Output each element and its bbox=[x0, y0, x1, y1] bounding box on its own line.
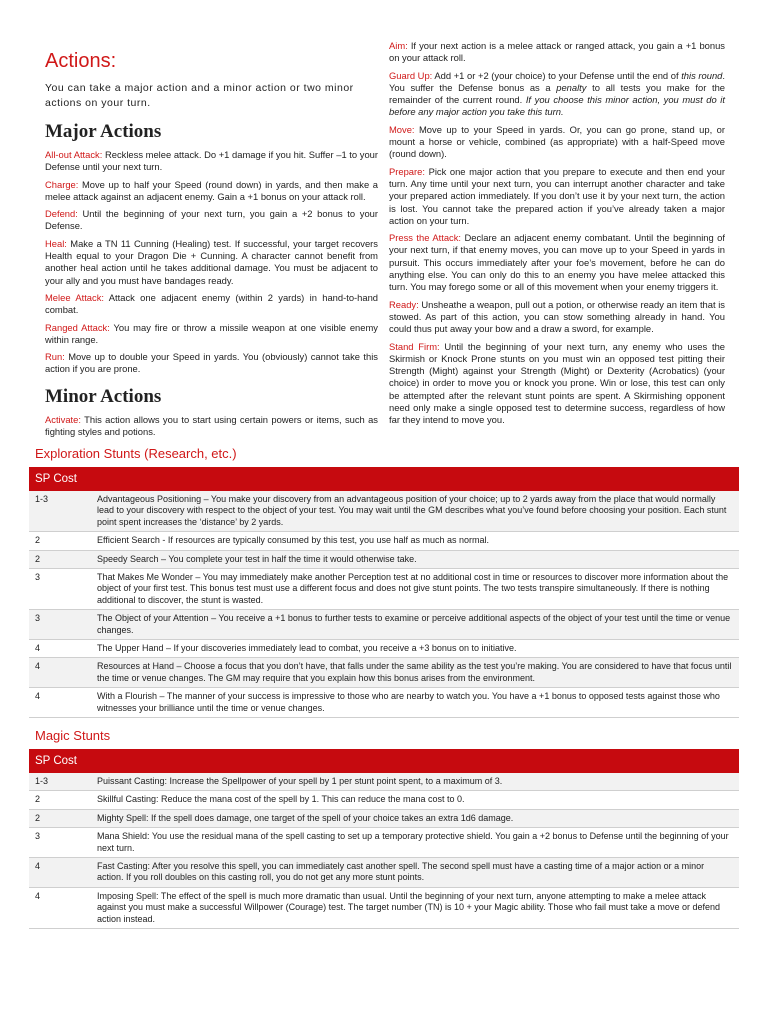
stunt-cost: 4 bbox=[29, 688, 91, 718]
action-term: Guard Up: bbox=[389, 69, 433, 81]
action-entry bbox=[45, 179, 378, 204]
action-entry bbox=[45, 292, 378, 317]
magic-stunts-table bbox=[29, 749, 739, 929]
action-entry bbox=[389, 124, 725, 161]
stunt-description: Resources at Hand – Choose a focus that you don’t have, that falls under the same ability as the test you’re making. You are considered to have that focus until the time or venue changes. The GM may require that you explain how this bonus arises from the environment. bbox=[91, 658, 739, 688]
major-actions-list bbox=[45, 149, 378, 376]
stunt-cost: 2 bbox=[29, 550, 91, 568]
action-text: You may fire or throw a missile weapon at one visible enemy within range. bbox=[45, 321, 378, 345]
stunt-cost: 2 bbox=[29, 809, 91, 827]
action-term: Charge: bbox=[45, 178, 79, 190]
stunt-row bbox=[29, 887, 739, 928]
stunt-description: Advantageous Positioning – You make your discovery from an advantageous position of your choice; up to 2 yards away from the place that would normally lead to your discovery with respect to the object of your test. You may wait until the GM describes what you’ve found before choosing your position. Each stunt point spent increases the ‘distance’ by 2 yards. bbox=[91, 491, 739, 532]
minor-actions-heading: Minor Actions bbox=[45, 385, 162, 407]
action-term: All-out Attack: bbox=[45, 149, 103, 160]
actions-title: Actions: bbox=[45, 50, 117, 72]
action-term: Stand Firm: bbox=[389, 340, 440, 352]
stunt-description: Skillful Casting: Reduce the mana cost of the spell by 1. This can reduce the mana cost to 0. bbox=[91, 791, 739, 809]
stunt-description: Efficient Search - If resources are typically consumed by this test, you use half as much as normal. bbox=[91, 532, 739, 550]
action-term: Move: bbox=[389, 123, 415, 135]
stunt-cost: 4 bbox=[29, 640, 91, 658]
stunt-cost: 1-3 bbox=[29, 491, 91, 532]
stunt-cost: 4 bbox=[29, 858, 91, 888]
action-entry bbox=[45, 414, 378, 439]
stunt-description: Speedy Search – You complete your test in half the time it would otherwise take. bbox=[91, 550, 739, 568]
action-text: Move up to your Speed in yards. Or, you can go prone, stand up, or mount a horse or vehicle, combined (as appropriate) with a half-Speed move (round down). bbox=[389, 123, 725, 160]
stunt-row bbox=[29, 809, 739, 827]
stunt-cost: 1-3 bbox=[29, 773, 91, 791]
action-term: Melee Attack: bbox=[45, 291, 104, 303]
action-term: Run: bbox=[45, 351, 65, 363]
action-entry bbox=[389, 166, 725, 227]
action-entry bbox=[45, 208, 378, 233]
stunt-cost: 4 bbox=[29, 887, 91, 928]
action-text: Until the beginning of your next turn, you gain a +2 bonus to your Defense. bbox=[45, 208, 378, 232]
actions-left-column bbox=[45, 40, 378, 443]
action-entry bbox=[45, 322, 378, 347]
action-text: Until the beginning of your next turn, any enemy who uses the Skirmish or Knock Prone stunts on you must win an opposed test pitting their Strength (Might) against your Strength (Might) or Dexterity (Acrobatics) (your choice) in order to move you or knock you prone. Win or lose, this test can only be attempted after the relevant stunt points are spent. A Skirmishing opponent need only make a single opposed test to determine success, regardless of how far they intend to move you. bbox=[389, 340, 725, 426]
action-term: Activate: bbox=[45, 413, 81, 425]
magic-sp-cost-header: SP Cost bbox=[29, 749, 739, 773]
minor-actions-list-right bbox=[389, 124, 725, 427]
actions-right-column bbox=[389, 40, 725, 432]
action-text: This action allows you to start using certain powers or items, such as fighting styles and potions. bbox=[45, 413, 378, 438]
stunt-row bbox=[29, 791, 739, 809]
action-term: Ranged Attack: bbox=[45, 321, 110, 333]
actions-section bbox=[45, 40, 725, 445]
action-entry-guard-up bbox=[389, 70, 725, 119]
stunt-row bbox=[29, 773, 739, 791]
stunt-description: With a Flourish – The manner of your success is impressive to those who are nearby to watch you. You have a +1 bonus to opposed tests against those who witnesses your brilliance until the time or venue changes. bbox=[91, 688, 739, 718]
stunt-description: Puissant Casting: Increase the Spellpower of your spell by 1 per stunt point spent, to a maximum of 3. bbox=[91, 773, 739, 791]
action-term: Ready: bbox=[389, 298, 419, 310]
action-entry bbox=[389, 299, 725, 336]
magic-stunts-title: Magic Stunts bbox=[35, 728, 111, 743]
action-text: . You suffer the Defense bonus as a bbox=[389, 69, 726, 93]
stunt-row bbox=[29, 532, 739, 550]
stunt-row bbox=[29, 640, 739, 658]
stunt-cost: 2 bbox=[29, 532, 91, 550]
stunt-description: Mana Shield: You use the residual mana of the spell casting to set up a temporary protective shield. You gain a +2 bonus to Defense until the beginning of your next turn. bbox=[91, 828, 739, 858]
action-text: Pick one major action that you prepare to execute and then end your turn. Any time until your next turn, you can interrupt another character and take your prepared action immediately. If you don’t use it by your next turn, the action is lost. You cannot take the prepared action if you’ve already taken a major action on your turn. bbox=[389, 165, 725, 226]
action-entry bbox=[45, 149, 378, 174]
stunt-cost: 3 bbox=[29, 569, 91, 610]
stunt-row bbox=[29, 688, 739, 718]
stunt-description: Imposing Spell: The effect of the spell is much more dramatic than usual. Until the beginning of your next turn, anyone attempting to make a melee attack against you must make a successful Willpower (Courage) test. The target number (TN) is 10 + your Magic ability. Those who fail must take a move or defend action instead. bbox=[91, 887, 739, 928]
action-text-emphasis: penalty bbox=[556, 81, 587, 93]
exploration-sp-cost-header: SP Cost bbox=[29, 467, 739, 491]
action-term: Heal: bbox=[45, 237, 67, 249]
stunt-description: The Upper Hand – If your discoveries immediately lead to combat, you receive a +3 bonus on to initiative. bbox=[91, 640, 739, 658]
stunt-cost: 3 bbox=[29, 828, 91, 858]
action-entry bbox=[45, 351, 378, 376]
action-text: Move up to half your Speed (round down) in yards, and then make a melee attack against an adjacent enemy. Gain a +1 bonus on your attack roll. bbox=[45, 178, 378, 202]
stunt-row bbox=[29, 491, 739, 532]
action-term: Press the Attack: bbox=[389, 232, 462, 244]
action-text: If your next action is a melee attack or ranged attack, you gain a +1 bonus on your attack roll. bbox=[389, 40, 725, 64]
stunt-row bbox=[29, 828, 739, 858]
stunt-description: The Object of your Attention – You receive a +1 bonus to further tests to examine or perceive additional aspects of the object of your test until the time or venue changes. bbox=[91, 610, 739, 640]
action-text: Unsheathe a weapon, pull out a potion, or otherwise ready an item that is stowed. As part of this action, you can stow something already in hand. You could thus put away your bow and a draw a sword, for example. bbox=[389, 298, 725, 335]
exploration-stunts-title: Exploration Stunts (Research, etc.) bbox=[35, 446, 237, 461]
action-text: Reckless melee attack. Do +1 damage if you hit. Suffer –1 to your Defense until your next turn. bbox=[45, 149, 378, 173]
stunt-cost: 4 bbox=[29, 658, 91, 688]
action-text: Add +1 or +2 (your choice) to your Defense until the end of bbox=[432, 69, 682, 81]
action-term: Aim: bbox=[389, 40, 408, 51]
major-actions-heading: Major Actions bbox=[45, 121, 162, 142]
stunt-description: Fast Casting: After you resolve this spell, you can immediately cast another spell. The second spell must have a casting time of a major action or a minor action. If you roll doubles on this casting roll, you do not get any more stunt points. bbox=[91, 858, 739, 888]
action-text: Declare an adjacent enemy combatant. Until the beginning of your next turn, if that enemy moves, you can move up to your Speed in yards in pursuit. This occurs immediately after your foe’s movement, before he can do anything else. You can only do this to an enemy you have melee attacked this turn. You may forego some or all of this movement when your enemy triggers it. bbox=[389, 232, 725, 293]
action-entry bbox=[45, 238, 378, 287]
actions-intro: You can take a major action and a minor action or two minor actions on your turn. bbox=[45, 82, 354, 109]
stunt-cost: 2 bbox=[29, 791, 91, 809]
minor-actions-list-left bbox=[45, 414, 378, 439]
action-text: Move up to double your Speed in yards. You (obviously) cannot take this action if you are prone. bbox=[45, 351, 378, 375]
action-entry-aim bbox=[389, 40, 725, 65]
stunt-cost: 3 bbox=[29, 610, 91, 640]
action-text-emphasis: this round bbox=[681, 69, 723, 81]
action-text: Make a TN 11 Cunning (Healing) test. If successful, your target recovers Health equal to your Dragon Die + Cunning. A character cannot benefit from another heal action until he takes additional damage. You must be adjacent to your ally and you must have bandages ready. bbox=[45, 237, 378, 286]
stunt-row bbox=[29, 550, 739, 568]
action-term: Defend: bbox=[45, 208, 78, 220]
action-entry bbox=[389, 341, 725, 427]
stunt-row bbox=[29, 610, 739, 640]
stunt-row bbox=[29, 569, 739, 610]
stunt-description: That Makes Me Wonder – You may immediately make another Perception test at no additional cost in time or resources to discover more information about the object of your first test. This bonus test must use a different focus and does not give stunt points. The two tests transpire simultaneously. If there is nothing additional to discover, the stunt is wasted. bbox=[91, 569, 739, 610]
stunt-description: Mighty Spell: If the spell does damage, one target of the spell of your choice takes an extra 1d6 damage. bbox=[91, 809, 739, 827]
action-text-emphasis: If you choose this minor action, you must do it before any major action you take this turn. bbox=[389, 94, 725, 118]
action-term: Prepare: bbox=[389, 165, 425, 177]
action-text: to all tests you make for the remainder of the current round. bbox=[389, 81, 725, 106]
action-entry bbox=[389, 232, 725, 293]
stunt-row bbox=[29, 658, 739, 688]
exploration-stunts-table bbox=[29, 467, 739, 718]
stunt-row bbox=[29, 858, 739, 888]
action-text: Attack one adjacent enemy (within 2 yards) in hand-to-hand combat. bbox=[45, 291, 379, 316]
